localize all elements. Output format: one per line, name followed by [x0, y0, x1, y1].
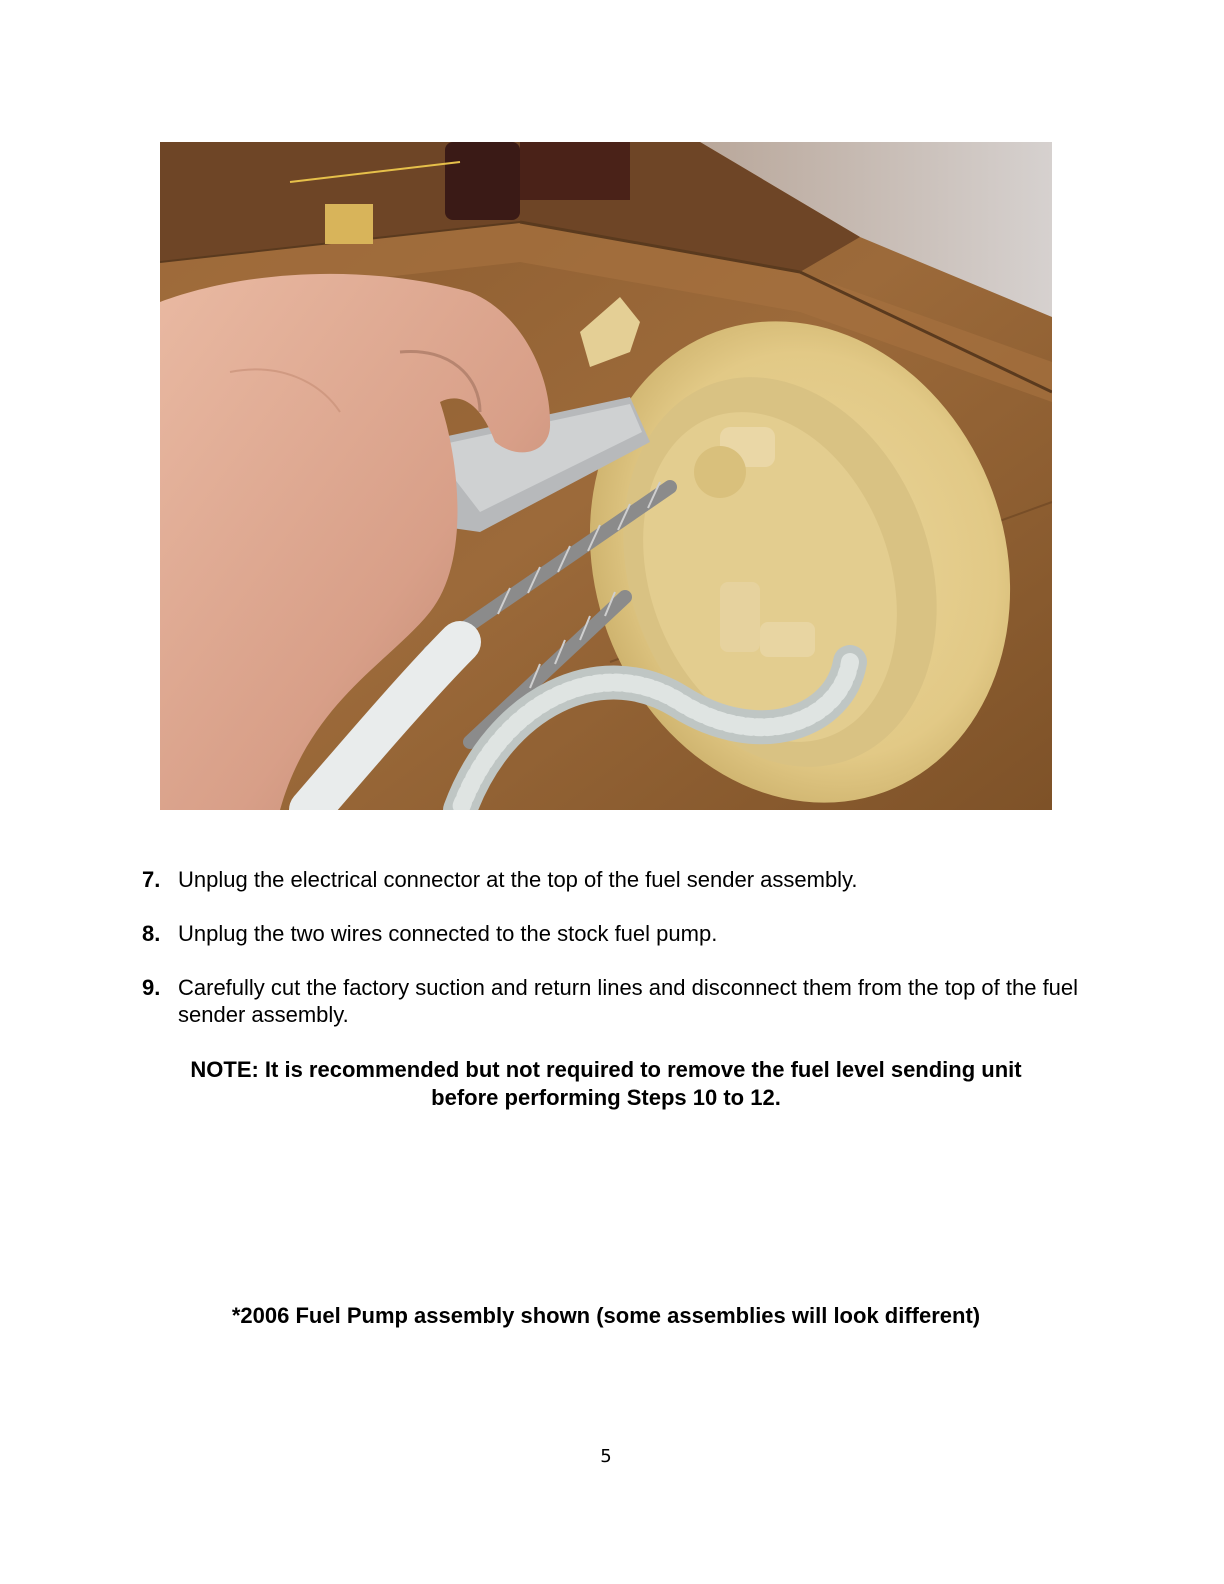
- step-number: 8.: [142, 921, 161, 946]
- step-number: 9.: [142, 975, 161, 1000]
- page-number: 5: [600, 1446, 612, 1467]
- note: [140, 1056, 1072, 1112]
- step-9: [142, 974, 1082, 1028]
- step-8: [142, 920, 1082, 947]
- step-text: Unplug the two wires connected to the stock fuel pump.: [178, 921, 718, 946]
- step-number: 7.: [142, 867, 161, 892]
- assembly-caption: *2006 Fuel Pump assembly shown (some assemblies will look different): [231, 1303, 981, 1328]
- note-line-1: NOTE: It is recommended but not required to remove the fuel level sending unit: [190, 1057, 1022, 1082]
- note-line-2: before performing Steps 10 to 12.: [431, 1085, 781, 1110]
- fuel-pump-photo: [160, 142, 1052, 810]
- step-text: Carefully cut the factory suction and return lines and disconnect them from the top of the fuel sender assembly.: [178, 975, 1079, 1027]
- step-7: [142, 866, 1082, 893]
- step-text: Unplug the electrical connector at the top of the fuel sender assembly.: [178, 867, 858, 892]
- instruction-steps: [142, 866, 1082, 1055]
